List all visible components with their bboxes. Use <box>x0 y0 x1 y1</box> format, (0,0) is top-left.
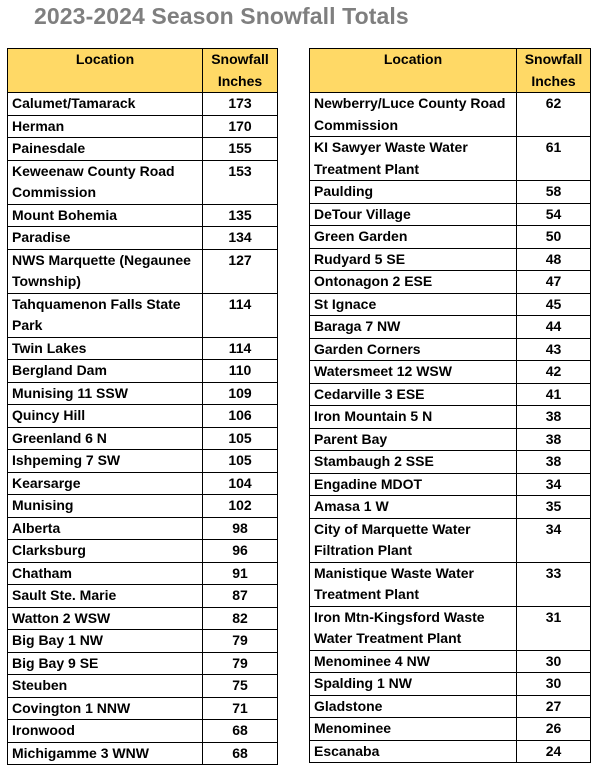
table-row <box>8 93 278 116</box>
location-cell: Ontonagon 2 ESE <box>310 271 517 294</box>
table-row <box>310 248 591 271</box>
location-cell: Tahquamenon Falls State Park <box>8 293 203 337</box>
location-column-header <box>8 49 203 93</box>
snowfall-cell: 170 <box>203 115 278 138</box>
location-cell: Clarksburg <box>8 540 203 563</box>
snowfall-cell: 45 <box>517 293 591 316</box>
snowfall-cell: 105 <box>203 450 278 473</box>
snowfall-cell: 48 <box>517 248 591 271</box>
table-row <box>8 720 278 743</box>
snowfall-column-header <box>517 49 591 93</box>
snowfall-cell: 35 <box>517 496 591 519</box>
location-cell: Green Garden <box>310 226 517 249</box>
table-row <box>310 606 591 650</box>
table-row <box>8 540 278 563</box>
snowfall-cell: 47 <box>517 271 591 294</box>
location-cell: Covington 1 NNW <box>8 697 203 720</box>
location-cell: Calumet/Tamarack <box>8 93 203 116</box>
table-row <box>8 204 278 227</box>
snowfall-table-left <box>7 48 278 765</box>
table-row <box>8 360 278 383</box>
table-row <box>310 695 591 718</box>
location-cell: Alberta <box>8 517 203 540</box>
table-row <box>310 293 591 316</box>
table-row <box>8 382 278 405</box>
snowfall-cell: 79 <box>203 630 278 653</box>
location-cell: Watton 2 WSW <box>8 607 203 630</box>
location-cell: Quincy Hill <box>8 405 203 428</box>
snowfall-cell: 114 <box>203 293 278 337</box>
location-cell: Munising 11 SSW <box>8 382 203 405</box>
snowfall-cell: 87 <box>203 585 278 608</box>
snowfall-column-header <box>203 49 278 93</box>
snowfall-cell: 134 <box>203 227 278 250</box>
snowfall-cell: 30 <box>517 650 591 673</box>
snowfall-cell: 43 <box>517 338 591 361</box>
location-cell: Herman <box>8 115 203 138</box>
location-header-label: Location <box>75 51 135 67</box>
table-row <box>310 316 591 339</box>
snowfall-cell: 75 <box>203 675 278 698</box>
table-row <box>310 338 591 361</box>
location-cell: Painesdale <box>8 138 203 161</box>
table-row <box>8 607 278 630</box>
location-cell: Escanaba <box>310 740 517 763</box>
snowfall-cell: 42 <box>517 361 591 384</box>
snowfall-cell: 82 <box>203 607 278 630</box>
snowfall-cell: 38 <box>517 428 591 451</box>
location-cell: Iron Mountain 5 N <box>310 406 517 429</box>
location-cell: Baraga 7 NW <box>310 316 517 339</box>
location-cell: Rudyard 5 SE <box>310 248 517 271</box>
snowfall-cell: 26 <box>517 718 591 741</box>
snowfall-table-right <box>309 48 591 763</box>
location-cell: Sault Ste. Marie <box>8 585 203 608</box>
snowfall-cell: 98 <box>203 517 278 540</box>
snowfall-cell: 153 <box>203 160 278 204</box>
location-cell: City of Marquette Water Filtration Plant <box>310 518 517 562</box>
location-cell: Menominee <box>310 718 517 741</box>
snowfall-cell: 68 <box>203 742 278 765</box>
table-row <box>8 517 278 540</box>
table-row <box>8 227 278 250</box>
table-row <box>8 562 278 585</box>
location-cell: Iron Mtn-Kingsford Waste Water Treatment Plant <box>310 606 517 650</box>
table-body-right <box>310 93 591 763</box>
table-row <box>310 740 591 763</box>
table-row <box>8 138 278 161</box>
snowfall-cell: 58 <box>517 181 591 204</box>
table-header-row <box>310 49 591 93</box>
location-cell: Watersmeet 12 WSW <box>310 361 517 384</box>
location-cell: Engadine MDOT <box>310 473 517 496</box>
snowfall-cell: 33 <box>517 562 591 606</box>
snowfall-cell: 127 <box>203 249 278 293</box>
location-cell: Munising <box>8 495 203 518</box>
table-row <box>8 742 278 765</box>
snowfall-cell: 71 <box>203 697 278 720</box>
table-row <box>310 203 591 226</box>
page-title: 2023-2024 Season Snowfall Totals <box>34 3 409 29</box>
table-row <box>8 675 278 698</box>
location-cell: Amasa 1 W <box>310 496 517 519</box>
snowfall-cell: 50 <box>517 226 591 249</box>
table-row <box>310 361 591 384</box>
location-cell: Ironwood <box>8 720 203 743</box>
snowfall-header-label: Snowfall <box>211 51 269 67</box>
snowfall-cell: 24 <box>517 740 591 763</box>
snowfall-cell: 105 <box>203 427 278 450</box>
table-header-row <box>8 49 278 93</box>
location-cell: Chatham <box>8 562 203 585</box>
location-cell: Michigamme 3 WNW <box>8 742 203 765</box>
table-row <box>310 181 591 204</box>
snowfall-cell: 102 <box>203 495 278 518</box>
location-cell: NWS Marquette (Negaunee Township) <box>8 249 203 293</box>
table-row <box>310 271 591 294</box>
table-row <box>310 650 591 673</box>
table-row <box>8 293 278 337</box>
table-row <box>8 472 278 495</box>
snowfall-cell: 155 <box>203 138 278 161</box>
table-row <box>8 337 278 360</box>
snowfall-cell: 91 <box>203 562 278 585</box>
table-row <box>8 427 278 450</box>
table-row <box>8 115 278 138</box>
snowfall-cell: 135 <box>203 204 278 227</box>
table-row <box>8 630 278 653</box>
location-cell: KI Sawyer Waste Water Treatment Plant <box>310 137 517 181</box>
inches-header-label: Inches <box>217 72 263 89</box>
location-cell: Paradise <box>8 227 203 250</box>
inches-header-label: Inches <box>531 72 576 89</box>
table-row <box>8 405 278 428</box>
location-cell: St Ignace <box>310 293 517 316</box>
table-row <box>310 496 591 519</box>
snowfall-cell: 54 <box>517 203 591 226</box>
location-cell: Stambaugh 2 SSE <box>310 451 517 474</box>
snowfall-cell: 30 <box>517 673 591 696</box>
location-cell: Big Bay 9 SE <box>8 652 203 675</box>
snowfall-cell: 96 <box>203 540 278 563</box>
location-cell: Greenland 6 N <box>8 427 203 450</box>
table-row <box>8 697 278 720</box>
table-row <box>310 406 591 429</box>
location-cell: Mount Bohemia <box>8 204 203 227</box>
table-row <box>310 451 591 474</box>
snowfall-cell: 109 <box>203 382 278 405</box>
snowfall-cell: 27 <box>517 695 591 718</box>
snowfall-cell: 114 <box>203 337 278 360</box>
location-cell: Newberry/Luce County Road Commission <box>310 93 517 137</box>
location-cell: Manistique Waste Water Treatment Plant <box>310 562 517 606</box>
snowfall-cell: 41 <box>517 383 591 406</box>
snowfall-cell: 38 <box>517 406 591 429</box>
table-row <box>8 450 278 473</box>
table-row <box>310 518 591 562</box>
location-cell: Cedarville 3 ESE <box>310 383 517 406</box>
snowfall-cell: 173 <box>203 93 278 116</box>
location-cell: Kearsarge <box>8 472 203 495</box>
location-cell: Gladstone <box>310 695 517 718</box>
snowfall-cell: 79 <box>203 652 278 675</box>
table-row <box>310 562 591 606</box>
table-row <box>310 718 591 741</box>
table-row <box>8 585 278 608</box>
location-cell: Twin Lakes <box>8 337 203 360</box>
snowfall-cell: 61 <box>517 137 591 181</box>
table-row <box>310 383 591 406</box>
location-cell: Parent Bay <box>310 428 517 451</box>
table-body-left <box>8 93 278 765</box>
table-row <box>8 652 278 675</box>
table-row <box>310 428 591 451</box>
location-cell: Ishpeming 7 SW <box>8 450 203 473</box>
table-row <box>310 226 591 249</box>
table-row <box>8 160 278 204</box>
snowfall-cell: 34 <box>517 473 591 496</box>
table-row <box>310 93 591 137</box>
snowfall-cell: 68 <box>203 720 278 743</box>
location-header-label: Location <box>383 51 443 67</box>
snowfall-header-label: Snowfall <box>524 51 583 67</box>
location-cell: Bergland Dam <box>8 360 203 383</box>
location-cell: Keweenaw County Road Commission <box>8 160 203 204</box>
location-cell: Big Bay 1 NW <box>8 630 203 653</box>
snowfall-cell: 34 <box>517 518 591 562</box>
table-row <box>310 673 591 696</box>
table-row <box>310 137 591 181</box>
table-row <box>310 473 591 496</box>
location-column-header <box>310 49 517 93</box>
snowfall-cell: 104 <box>203 472 278 495</box>
location-cell: Garden Corners <box>310 338 517 361</box>
snowfall-cell: 38 <box>517 451 591 474</box>
location-cell: DeTour Village <box>310 203 517 226</box>
location-cell: Menominee 4 NW <box>310 650 517 673</box>
table-row <box>8 249 278 293</box>
location-cell: Spalding 1 NW <box>310 673 517 696</box>
snowfall-cell: 62 <box>517 93 591 137</box>
snowfall-cell: 44 <box>517 316 591 339</box>
location-cell: Paulding <box>310 181 517 204</box>
table-row <box>8 495 278 518</box>
location-cell: Steuben <box>8 675 203 698</box>
snowfall-cell: 106 <box>203 405 278 428</box>
snowfall-cell: 110 <box>203 360 278 383</box>
snowfall-cell: 31 <box>517 606 591 650</box>
